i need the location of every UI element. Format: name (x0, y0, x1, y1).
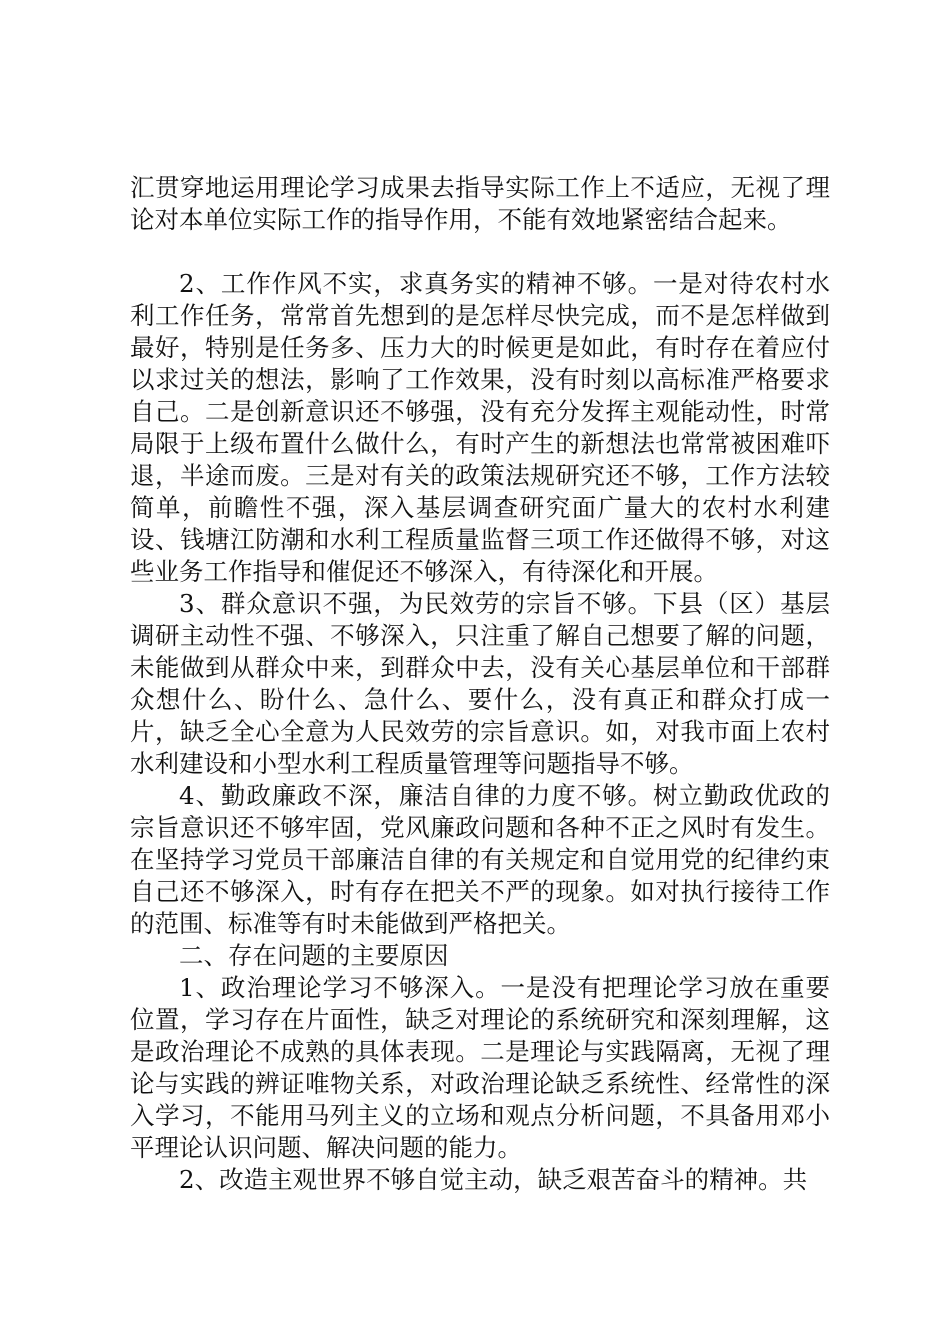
paragraph-theory-study: 1、政治理论学习不够深入。一是没有把理论学习放在重要位置，学习存在片面性，缺乏对理论的系统研究和深刻理解，这是政治理论不成熟的具体表现。二是理论与实践隔离，无视了理论与实践的辨证唯物关系，对政治理论缺乏系统性、经常性的深入学习，不能用马列主义的立场和观点分析问题，不具备用邓小平理论认识问题、解决问题的能力。 (130, 973, 830, 1162)
paragraph-continuation: 汇贯穿地运用理论学习成果去指导实际工作上不适应，无视了理论对本单位实际工作的指导作用，不能有效地紧密结合起来。 (130, 173, 830, 234)
paragraph-integrity: 4、勤政廉政不深，廉洁自律的力度不够。树立勤政优政的宗旨意识还不够牢固，党风廉政问题和各种不正之风时有发生。在坚持学习党员干部廉洁自律的有关规定和自觉用党的纪律约束自己还不够深入，时有存在把关不严的现象。如对执行接待工作的范围、标准等有时未能做到严格把关。 (130, 781, 830, 938)
section-heading-causes: 二、存在问题的主要原因 (179, 941, 449, 970)
document-page (130, 172, 830, 1196)
paragraph-subjective-world: 2、改造主观世界不够自觉主动，缺乏艰苦奋斗的精神。共 (179, 1165, 808, 1194)
paragraph-work-style: 2、工作作风不实，求真务实的精神不够。一是对待农村水利工作任务，常常首先想到的是怎样尽快完成，而不是怎样做到最好，特别是任务多、压力大的时候更是如此，有时存在着应付以求过关的想法，影响了工作效果，没有时刻以高标准严格要求自己。二是创新意识还不够强，没有充分发挥主观能动性，时常局限于上级布置什么做什么，有时产生的新想法也常常被困难吓退，半途而废。三是对有关的政策法规研究还不够，工作方法较简单，前瞻性不强，深入基层调查研究面广量大的农村水利建设、钱塘江防潮和水利工程质量监督三项工作还做得不够，对这些业务工作指导和催促还不够深入，有待深化和开展。 (130, 269, 830, 586)
paragraph-mass-awareness: 3、群众意识不强，为民效劳的宗旨不够。下县（区）基层调研主动性不强、不够深入，只注重了解自己想要了解的问题，未能做到从群众中来，到群众中去，没有关心基层单位和干部群众想什么、盼什么、急什么、要什么，没有真正和群众打成一片，缺乏全心全意为人民效劳的宗旨意识。如，对我市面上农村水利建设和小型水利工程质量管理等问题指导不够。 (130, 589, 830, 778)
